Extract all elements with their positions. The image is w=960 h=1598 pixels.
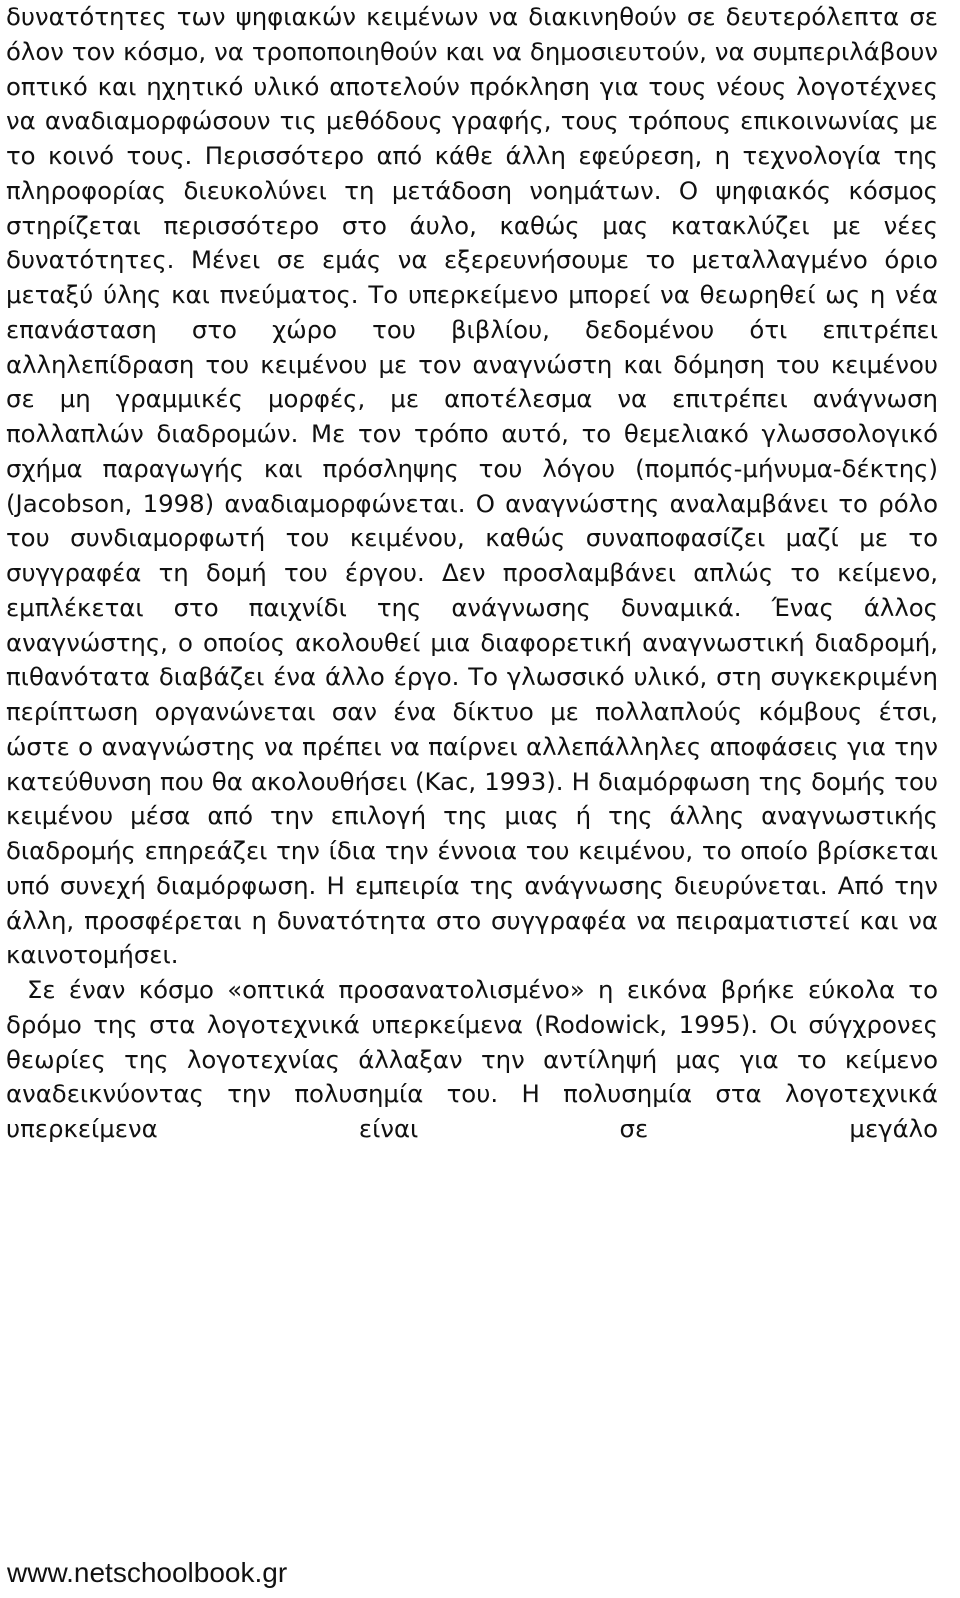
paragraph-hypertext-possibilities: δυνατότητες των ψηφιακών κειμένων να διακινηθούν σε δευτερόλεπτα σε όλον τον κόσμο, να τροποποιηθούν και να δημοσιευτούν, να συμπεριλάβουν οπτικό και ηχητικό υλικό αποτελούν πρόκληση για τους νέους λογοτέχνες να αναδιαμορφώσουν τις μεθόδους γραφής, τους τρόπους επικοινωνίας με το κοινό τους. Περισσότερο από κάθε άλλη εφεύρεση, η τεχνολογία της πληροφορίας διευκολύνει τη μετάδοση νοημάτων. Ο ψηφιακός κόσμος στηρίζεται περισσότερο στο άυλο, καθώς μας κατακλύζει με νέες δυνατότητες. Μένει σε εμάς να εξερευνήσουμε το μεταλλαγμένο όριο μεταξύ ύλης και πνεύματος. Το υπερκείμενο μπορεί να θεωρηθεί ως η νέα επανάσταση στο χώρο του βιβλίου, δεδομένου ότι επιτρέπει αλληλεπίδραση του κειμένου με τον αναγνώστη και δόμηση του κειμένου σε μη γραμμικές μορφές, με αποτέλεσμα να επιτρέπει ανάγνωση πολλαπλών διαδρομών. Με τον τρόπο αυτό, το θεμελιακό γλωσσολογικό σχήμα παραγωγής και πρόσληψης του λόγου (πομπός-μήνυμα-δέκτης) (Jacobson, 1998) αναδιαμορφώνεται. Ο αναγνώστης αναλαμβάνει το ρόλο του συνδιαμορφωτή του κειμένου, καθώς συναποφασίζει μαζί με το συγγραφέα τη δομή του έργου. Δεν προσλαμβάνει απλώς το κείμενο, εμπλέκεται στο παιχνίδι της ανάγνωσης δυναμικά. Ένας άλλος αναγνώστης, ο οποίος ακολουθεί μια διαφορετική αναγνωστική διαδρομή, πιθανότατα διαβάζει ένα άλλο έργο. Το γλωσσικό υλικό, στη συγκεκριμένη περίπτωση οργανώνεται σαν ένα δίκτυο με πολλαπλούς κόμβους έτσι, ώστε ο αναγνώστης να πρέπει να παίρνει αλλεπάλληλες αποφάσεις για την κατεύθυνση που θα ακολουθήσει (Kac, 1993). Η διαμόρφωση της δομής του κειμένου μέσα από την επιλογή της μιας ή της άλλης αναγνωστικής διαδρομής επηρεάζει την ίδια την έννοια του κειμένου, το οποίο βρίσκεται υπό συνεχή διαμόρφωση. Η εμπειρία της ανάγνωσης διευρύνεται. Από την άλλη, προσφέρεται η δυνατότητα στο συγγραφέα να πειραματιστεί και να καινοτομήσει. [6,2,938,970]
document-body [6,0,938,1147]
paragraph-visual-world: Σε έναν κόσμο «οπτικά προσανατολισμένο» η εικόνα βρήκε εύκολα το δρόμο της στα λογοτεχνικά υπερκείμενα (Rodowick, 1995). Οι σύγχρονες θεωρίες της λογοτεχνίας άλλαξαν την αντίληψή μας για το κείμενο αναδεικνύοντας την πολυσημία του. Η πολυσημία στα λογοτεχνικά υπερκείμενα είναι σε μεγάλο [6,975,938,1143]
footer-website-url[interactable]: www.netschoolbook.gr [7,1557,288,1588]
